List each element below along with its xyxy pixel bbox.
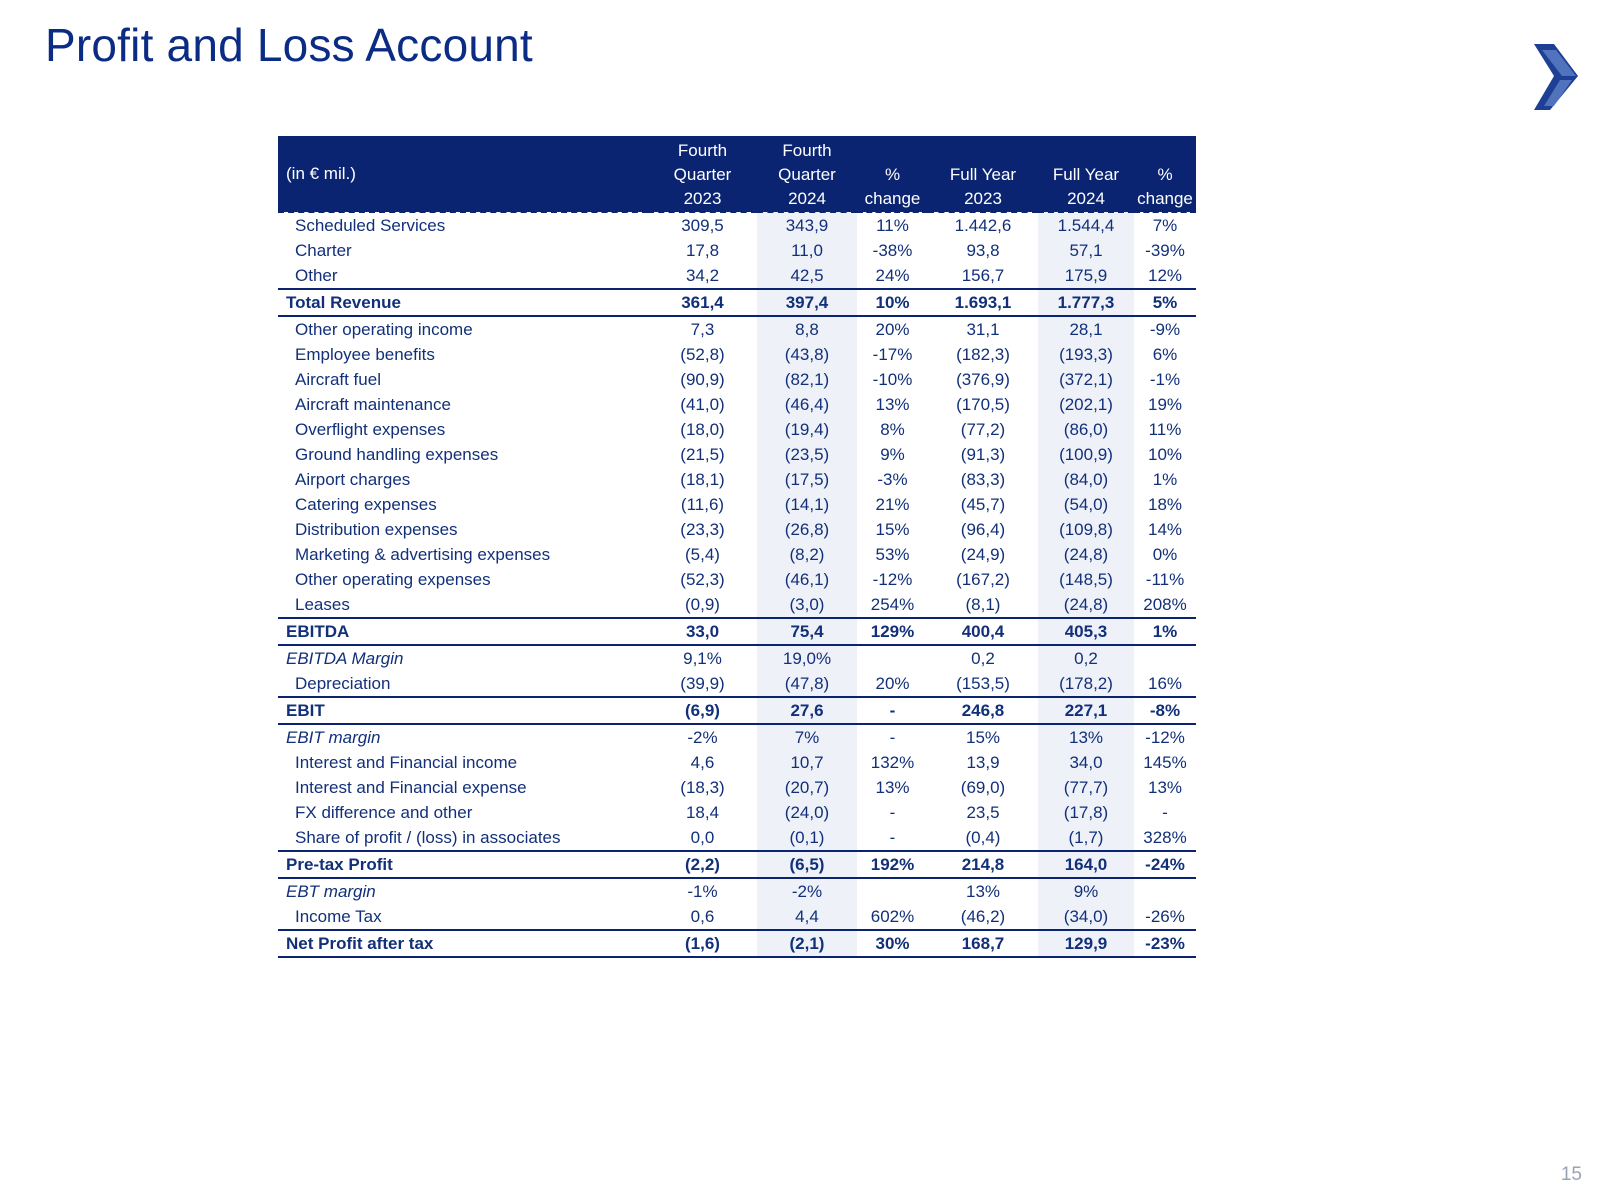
cell-fy-change: 7% xyxy=(1152,215,1178,235)
row-label: Other operating income xyxy=(295,319,473,339)
cell-q4-2023: (2,2) xyxy=(685,854,720,874)
cell-q-change: 254% xyxy=(870,594,915,614)
table-row xyxy=(278,645,1196,671)
table-row xyxy=(278,542,1196,567)
row-label: Share of profit / (loss) in associates xyxy=(295,827,561,847)
header-fy-2023: Full Year 2023 xyxy=(928,136,1038,212)
chevron-arrow-logo xyxy=(1532,42,1580,112)
table-row xyxy=(278,724,1196,750)
row-label: EBIT margin xyxy=(286,727,381,747)
cell-q4-2023: 361,4 xyxy=(681,292,724,312)
cell-q-change: 9% xyxy=(880,444,905,464)
cell-q-change: 8% xyxy=(880,419,905,439)
cell-fy-change: 11% xyxy=(1148,419,1182,439)
cell-q-change: -17% xyxy=(872,344,913,364)
cell-fy-2023: 31,1 xyxy=(966,319,1000,339)
cell-q-change: 24% xyxy=(875,265,910,285)
table-row xyxy=(278,263,1196,289)
cell-q-change xyxy=(857,645,928,671)
cell-q4-2023: 7,3 xyxy=(690,319,715,339)
cell-fy-2024: 1.544,4 xyxy=(1038,212,1134,238)
cell-fy-change: 14% xyxy=(1147,519,1183,539)
table-header-row xyxy=(278,136,1196,212)
cell-q-change: -3% xyxy=(877,469,908,489)
table-row xyxy=(278,238,1196,263)
cell-q4-2024: 397,4 xyxy=(757,289,857,316)
row-label: Ground handling expenses xyxy=(295,444,499,464)
cell-q-change: 21% xyxy=(875,494,910,514)
row-label: Other xyxy=(295,265,338,285)
cell-q4-2024: (14,1) xyxy=(757,492,857,517)
header-unit-label: (in € mil.) xyxy=(278,136,648,212)
table-row xyxy=(278,904,1196,930)
cell-q4-2024: (0,1) xyxy=(757,825,857,851)
cell-fy-2024: (86,0) xyxy=(1038,417,1134,442)
cell-q4-2024: (8,2) xyxy=(757,542,857,567)
cell-q4-2023: (18,1) xyxy=(680,469,725,489)
cell-q4-2023: -2% xyxy=(687,727,718,747)
cell-fy-2023: 23,5 xyxy=(966,802,1000,822)
cell-fy-2024: (100,9) xyxy=(1038,442,1134,467)
cell-fy-change: 19% xyxy=(1147,394,1183,414)
cell-fy-2024: (193,3) xyxy=(1038,342,1134,367)
table-row xyxy=(278,342,1196,367)
cell-q-change: 602% xyxy=(870,906,915,926)
table-row xyxy=(278,618,1196,645)
cell-q-change: 20% xyxy=(875,673,910,693)
cell-q4-2024: 10,7 xyxy=(757,750,857,775)
table-row xyxy=(278,212,1196,238)
cell-q-change: 20% xyxy=(875,319,910,339)
table-row xyxy=(278,567,1196,592)
cell-q-change: 192% xyxy=(870,854,915,874)
row-label: Charter xyxy=(295,240,352,260)
cell-q-change: - xyxy=(889,700,896,720)
cell-fy-2023: (167,2) xyxy=(956,569,1010,589)
cell-fy-change: -23% xyxy=(1145,933,1185,953)
cell-fy-change: 1% xyxy=(1152,621,1178,641)
cell-fy-2023: (8,1) xyxy=(965,594,1001,614)
table-row xyxy=(278,851,1196,878)
cell-fy-change: -11% xyxy=(1145,569,1185,589)
cell-q4-2023: 34,2 xyxy=(685,265,720,285)
cell-fy-change: -8% xyxy=(1149,700,1181,720)
cell-fy-2024: 57,1 xyxy=(1038,238,1134,263)
cell-q-change: - xyxy=(889,727,896,747)
table-row xyxy=(278,775,1196,800)
row-label: Interest and Financial income xyxy=(295,752,518,772)
cell-q-change: - xyxy=(889,802,896,822)
cell-fy-change: 5% xyxy=(1152,292,1178,312)
cell-q-change: 132% xyxy=(870,752,915,772)
row-label: Depreciation xyxy=(295,673,391,693)
cell-fy-2024: 129,9 xyxy=(1038,930,1134,957)
cell-fy-2023: (45,7) xyxy=(960,494,1006,514)
cell-fy-change xyxy=(1134,645,1196,671)
header-q4-2024: Fourth Quarter 2024 xyxy=(757,136,857,212)
cell-q4-2023: (18,0) xyxy=(680,419,725,439)
cell-fy-change: - xyxy=(1162,802,1168,822)
cell-fy-2023: (153,5) xyxy=(956,673,1010,693)
cell-fy-change: -12% xyxy=(1145,727,1185,747)
cell-fy-change: -26% xyxy=(1145,906,1185,926)
cell-q-change: 129% xyxy=(870,621,915,641)
cell-fy-change xyxy=(1134,878,1196,904)
cell-q4-2024: 75,4 xyxy=(757,618,857,645)
row-label: Total Revenue xyxy=(286,292,401,312)
cell-fy-2023: 13,9 xyxy=(966,752,1000,772)
cell-fy-change: -9% xyxy=(1149,319,1181,339)
cell-q4-2023: 18,4 xyxy=(685,802,720,822)
row-label: Airport charges xyxy=(295,469,411,489)
cell-fy-change: 18% xyxy=(1147,494,1183,514)
row-label: EBT margin xyxy=(286,881,376,901)
cell-fy-2024: 1.777,3 xyxy=(1038,289,1134,316)
row-label: EBITDA xyxy=(286,621,350,641)
row-label: Catering expenses xyxy=(295,494,437,514)
cell-fy-2023: (24,9) xyxy=(960,544,1006,564)
cell-q4-2024: (46,1) xyxy=(757,567,857,592)
cell-q4-2023: -1% xyxy=(687,881,718,901)
cell-fy-2023: (0,4) xyxy=(965,827,1001,847)
cell-fy-change: 13% xyxy=(1147,777,1183,797)
cell-q4-2024: 11,0 xyxy=(757,238,857,263)
cell-fy-2024: (148,5) xyxy=(1038,567,1134,592)
header-fy-2024: Full Year 2024 xyxy=(1038,136,1134,212)
cell-fy-2023: 0,2 xyxy=(971,648,995,668)
table-row xyxy=(278,930,1196,957)
row-label: Aircraft maintenance xyxy=(295,394,451,414)
table-row xyxy=(278,517,1196,542)
cell-q4-2023: 0,0 xyxy=(690,827,715,847)
cell-q4-2023: (1,6) xyxy=(685,933,720,953)
cell-q4-2023: 4,6 xyxy=(690,752,715,772)
cell-fy-2024: (34,0) xyxy=(1038,904,1134,930)
cell-q4-2023: 309,5 xyxy=(681,215,724,235)
table-row xyxy=(278,442,1196,467)
cell-fy-change: -39% xyxy=(1145,240,1185,260)
table-body xyxy=(278,212,1196,957)
row-label: Aircraft fuel xyxy=(295,369,381,389)
cell-q4-2023: (39,9) xyxy=(680,673,725,693)
cell-fy-2024: 28,1 xyxy=(1038,316,1134,342)
cell-q4-2023: (41,0) xyxy=(680,394,725,414)
cell-fy-2024: (24,8) xyxy=(1038,592,1134,618)
row-label: Pre-tax Profit xyxy=(286,854,393,874)
cell-fy-2024: (1,7) xyxy=(1038,825,1134,851)
cell-q-change: 11% xyxy=(876,215,909,235)
header-q4-2023: Fourth Quarter 2023 xyxy=(648,136,757,212)
cell-q4-2023: 33,0 xyxy=(685,621,720,641)
row-label: Other operating expenses xyxy=(295,569,491,589)
cell-q4-2024: 8,8 xyxy=(757,316,857,342)
cell-q4-2023: 17,8 xyxy=(685,240,720,260)
cell-q-change: -12% xyxy=(872,569,913,589)
table-row xyxy=(278,289,1196,316)
cell-q4-2023: (90,9) xyxy=(680,369,725,389)
cell-fy-2024: (24,8) xyxy=(1038,542,1134,567)
cell-fy-change: 12% xyxy=(1147,265,1183,285)
cell-fy-2023: 1.442,6 xyxy=(954,215,1012,235)
cell-q4-2024: (24,0) xyxy=(757,800,857,825)
cell-fy-2023: 214,8 xyxy=(961,854,1005,874)
page-number: 15 xyxy=(1560,1164,1582,1185)
table-row xyxy=(278,316,1196,342)
cell-q4-2024: (23,5) xyxy=(757,442,857,467)
cell-fy-2024: 9% xyxy=(1038,878,1134,904)
cell-fy-2024: 405,3 xyxy=(1038,618,1134,645)
cell-fy-2023: 168,7 xyxy=(961,933,1005,953)
cell-fy-2023: (91,3) xyxy=(960,444,1006,464)
cell-fy-2024: (77,7) xyxy=(1038,775,1134,800)
table-row xyxy=(278,592,1196,618)
header-q-change: % change xyxy=(857,136,928,212)
table-row xyxy=(278,492,1196,517)
row-label: FX difference and other xyxy=(295,802,473,822)
cell-fy-2023: 15% xyxy=(965,727,1001,747)
cell-fy-change: 16% xyxy=(1147,673,1183,693)
cell-fy-2023: (96,4) xyxy=(960,519,1006,539)
row-label: Distribution expenses xyxy=(295,519,458,539)
cell-q4-2024: (20,7) xyxy=(757,775,857,800)
row-label: Interest and Financial expense xyxy=(295,777,527,797)
cell-q4-2024: (82,1) xyxy=(757,367,857,392)
cell-q4-2024: (26,8) xyxy=(757,517,857,542)
cell-q4-2024: 343,9 xyxy=(757,212,857,238)
cell-fy-2023: 93,8 xyxy=(966,240,1000,260)
cell-q4-2024: (43,8) xyxy=(757,342,857,367)
table-row xyxy=(278,392,1196,417)
row-label: Marketing & advertising expenses xyxy=(295,544,551,564)
row-label: Leases xyxy=(295,594,350,614)
cell-fy-2024: (54,0) xyxy=(1038,492,1134,517)
cell-fy-2023: 13% xyxy=(965,881,1001,901)
cell-fy-change: 328% xyxy=(1143,827,1187,847)
cell-fy-2024: (17,8) xyxy=(1038,800,1134,825)
cell-fy-2023: (182,3) xyxy=(956,344,1010,364)
row-label: Income Tax xyxy=(295,906,382,926)
cell-q4-2024: (46,4) xyxy=(757,392,857,417)
cell-fy-2024: (84,0) xyxy=(1038,467,1134,492)
cell-fy-change: 0% xyxy=(1152,544,1178,564)
row-label: Net Profit after tax xyxy=(286,933,434,953)
cell-fy-2023: (83,3) xyxy=(960,469,1006,489)
cell-fy-change: 10% xyxy=(1147,444,1183,464)
table-row xyxy=(278,367,1196,392)
table-row xyxy=(278,467,1196,492)
cell-q-change: 53% xyxy=(875,544,910,564)
cell-q4-2023: 0,6 xyxy=(690,906,715,926)
cell-fy-2024: 34,0 xyxy=(1038,750,1134,775)
cell-fy-2023: (77,2) xyxy=(960,419,1006,439)
table-row xyxy=(278,800,1196,825)
cell-fy-2024: (372,1) xyxy=(1038,367,1134,392)
cell-fy-change: 208% xyxy=(1143,594,1187,614)
cell-q4-2023: (21,5) xyxy=(680,444,725,464)
cell-q4-2024: -2% xyxy=(757,878,857,904)
cell-fy-2023: 1.693,1 xyxy=(954,292,1012,312)
cell-q-change: 30% xyxy=(875,933,910,953)
cell-q-change: -10% xyxy=(872,369,913,389)
table-row xyxy=(278,697,1196,724)
cell-q4-2024: 42,5 xyxy=(757,263,857,289)
cell-q4-2024: (2,1) xyxy=(757,930,857,957)
table-row xyxy=(278,417,1196,442)
cell-q4-2024: 27,6 xyxy=(757,697,857,724)
cell-q4-2023: (11,6) xyxy=(680,494,725,514)
cell-q4-2023: (52,3) xyxy=(680,569,725,589)
cell-fy-2023: 246,8 xyxy=(961,700,1005,720)
cell-q4-2024: 4,4 xyxy=(757,904,857,930)
row-label: EBIT xyxy=(286,700,325,720)
cell-fy-2023: 400,4 xyxy=(961,621,1005,641)
cell-q-change: - xyxy=(889,827,896,847)
cell-q4-2024: 7% xyxy=(757,724,857,750)
cell-q-change: 13% xyxy=(875,777,910,797)
profit-loss-table xyxy=(278,136,1196,958)
cell-fy-2024: 175,9 xyxy=(1038,263,1134,289)
cell-fy-2024: (178,2) xyxy=(1038,671,1134,697)
cell-fy-2023: (376,9) xyxy=(956,369,1010,389)
row-label: EBITDA Margin xyxy=(286,648,404,668)
cell-fy-2023: (46,2) xyxy=(960,906,1006,926)
cell-fy-2024: 227,1 xyxy=(1038,697,1134,724)
cell-fy-2024: 164,0 xyxy=(1038,851,1134,878)
cell-q4-2023: (0,9) xyxy=(685,594,720,614)
cell-fy-change: 1% xyxy=(1152,469,1178,489)
table-row xyxy=(278,750,1196,775)
cell-fy-2024: 13% xyxy=(1038,724,1134,750)
cell-q4-2023: 9,1% xyxy=(683,648,722,668)
page-title: Profit and Loss Account xyxy=(45,19,533,71)
cell-fy-2024: (109,8) xyxy=(1038,517,1134,542)
cell-q-change: -38% xyxy=(872,240,913,260)
cell-q4-2024: (47,8) xyxy=(757,671,857,697)
row-label: Employee benefits xyxy=(295,344,435,364)
cell-q4-2024: (3,0) xyxy=(757,592,857,618)
cell-q-change: 15% xyxy=(875,519,910,539)
cell-fy-change: -1% xyxy=(1149,369,1181,389)
cell-q4-2024: (6,5) xyxy=(757,851,857,878)
cell-q-change: 10% xyxy=(875,292,910,312)
cell-fy-change: -24% xyxy=(1145,854,1185,874)
cell-q4-2023: (52,8) xyxy=(680,344,725,364)
cell-fy-2024: (202,1) xyxy=(1038,392,1134,417)
cell-q-change: 13% xyxy=(875,394,910,414)
cell-fy-2023: (170,5) xyxy=(956,394,1010,414)
row-label: Overflight expenses xyxy=(295,419,446,439)
table-row xyxy=(278,825,1196,851)
table-row xyxy=(278,671,1196,697)
cell-q4-2024: (19,4) xyxy=(757,417,857,442)
table-row xyxy=(278,878,1196,904)
cell-q4-2023: (18,3) xyxy=(680,777,725,797)
cell-q4-2023: (23,3) xyxy=(680,519,725,539)
header-fy-change: % change xyxy=(1134,136,1196,212)
cell-fy-2024: 0,2 xyxy=(1038,645,1134,671)
cell-fy-change: 6% xyxy=(1152,344,1178,364)
cell-fy-2023: (69,0) xyxy=(960,777,1006,797)
cell-q4-2024: (17,5) xyxy=(757,467,857,492)
cell-q4-2023: (5,4) xyxy=(685,544,720,564)
cell-q-change xyxy=(857,878,928,904)
cell-fy-2023: 156,7 xyxy=(961,265,1005,285)
cell-q4-2023: (6,9) xyxy=(685,700,720,720)
cell-q4-2024: 19,0% xyxy=(757,645,857,671)
row-label: Scheduled Services xyxy=(295,215,446,235)
cell-fy-change: 145% xyxy=(1143,752,1187,772)
